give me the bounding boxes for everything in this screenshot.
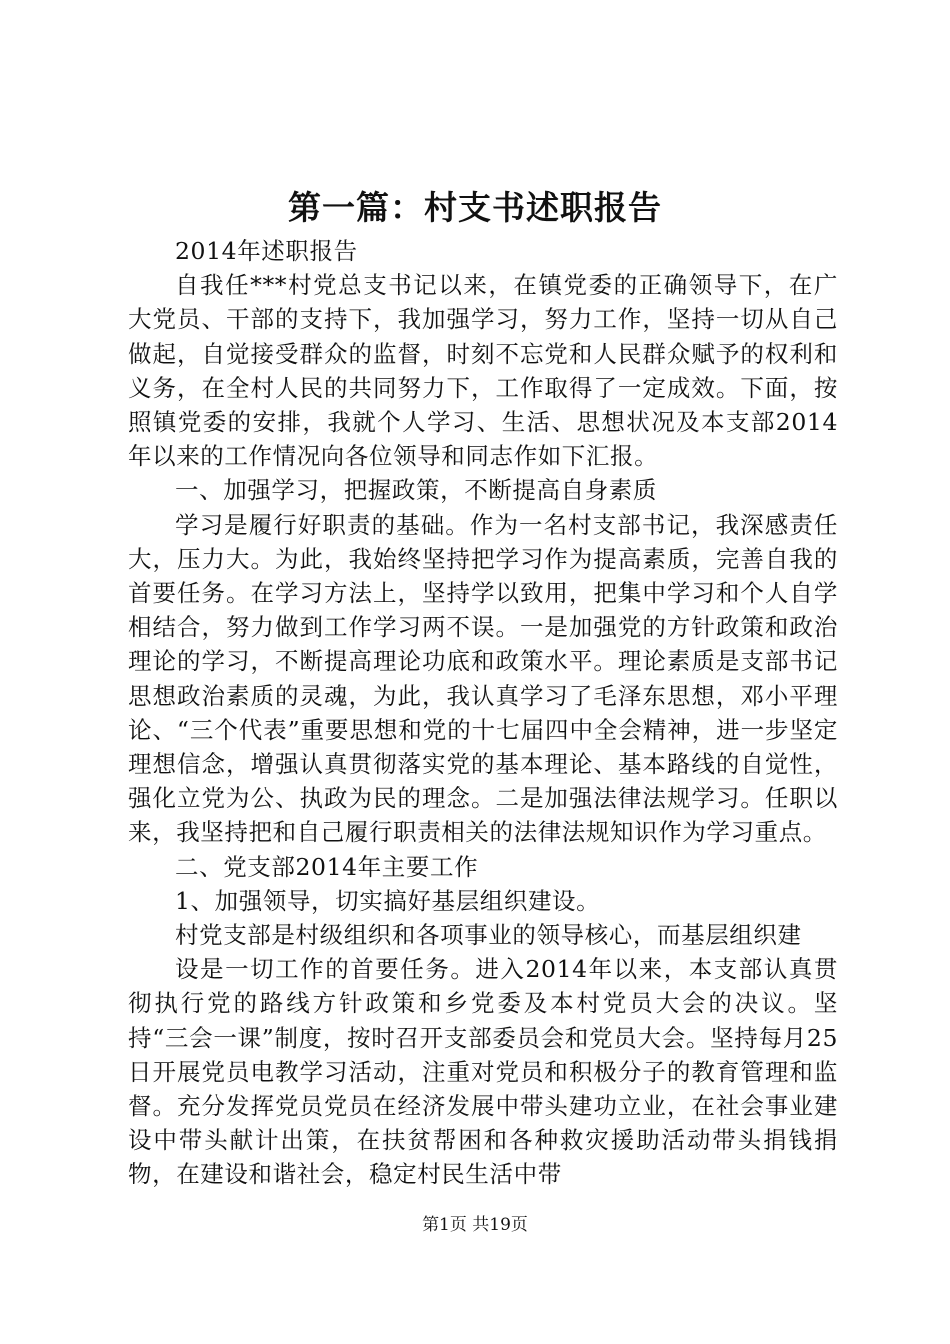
- document-title: 第一篇：村支书述职报告: [288, 188, 662, 227]
- subsection-heading-1: 1、加强领导，切实搞好基层组织建设。: [175, 886, 601, 915]
- intro-paragraph: 自我任***村党总支书记以来，在镇党委的正确领导下，在广大党员、干部的支持下，我加强学习，努力工作，坚持一切从自己做起，自觉接受群众的监督，时刻不忘党和人民群众赋予的权利和义务，在全村人民的共同努力下，工作取得了一定成效。下面，按照镇党委的安排，我就个人学习、生活、思想状况及本支部2014年以来的工作情况向各位领导和同志作如下汇报。: [128, 271, 838, 471]
- organization-paragraph-start: 村党支部是村级组织和各项事业的领导核心，而基层组织建: [175, 921, 802, 950]
- section-heading-1: 一、加强学习，把握政策，不断提高自身素质: [175, 476, 657, 505]
- organization-paragraph-continued: 设是一切工作的首要任务。进入2014年以来，本支部认真贯彻执行党的路线方针政策和乡党委及本村党员大会的决议。坚持“三会一课”制度，按时召开支部委员会和党员大会。坚持每月25日开展党员电教学习活动，注重对党员和积极分子的教育管理和监督。充分发挥党员党员在经济发展中带头建功立业，在社会事业建设中带头献计出策，在扶贫帮困和各种救灾援助活动带头捐钱捐物，在建设和谐社会，稳定村民生活中带: [128, 955, 838, 1189]
- section-heading-2: 二、党支部2014年主要工作: [175, 852, 479, 881]
- document-body: [128, 234, 838, 1192]
- study-paragraph: 学习是履行好职责的基础。作为一名村支部书记，我深感责任大，压力大。为此，我始终坚持把学习作为提高素质，完善自我的首要任务。在学习方法上，坚持学以致用，把集中学习和个人自学相结合，努力做到工作学习两不误。一是加强党的方针政策和政治理论的学习，不断提高理论功底和政策水平。理论素质是支部书记思想政治素质的灵魂，为此，我认真学习了毛泽东思想，邓小平理论、“三个代表”重要思想和党的十七届四中全会精神，进一步坚定理想信念，增强认真贯彻落实党的基本理论、基本路线的自觉性，强化立党为公、执政为民的理念。二是加强法律法规学习。任职以来，我坚持把和自己履行职责相关的法律法规知识作为学习重点。: [128, 510, 838, 847]
- report-subtitle: 2014年述职报告: [175, 237, 358, 265]
- page-footer: 第1页 共19页: [422, 1215, 528, 1235]
